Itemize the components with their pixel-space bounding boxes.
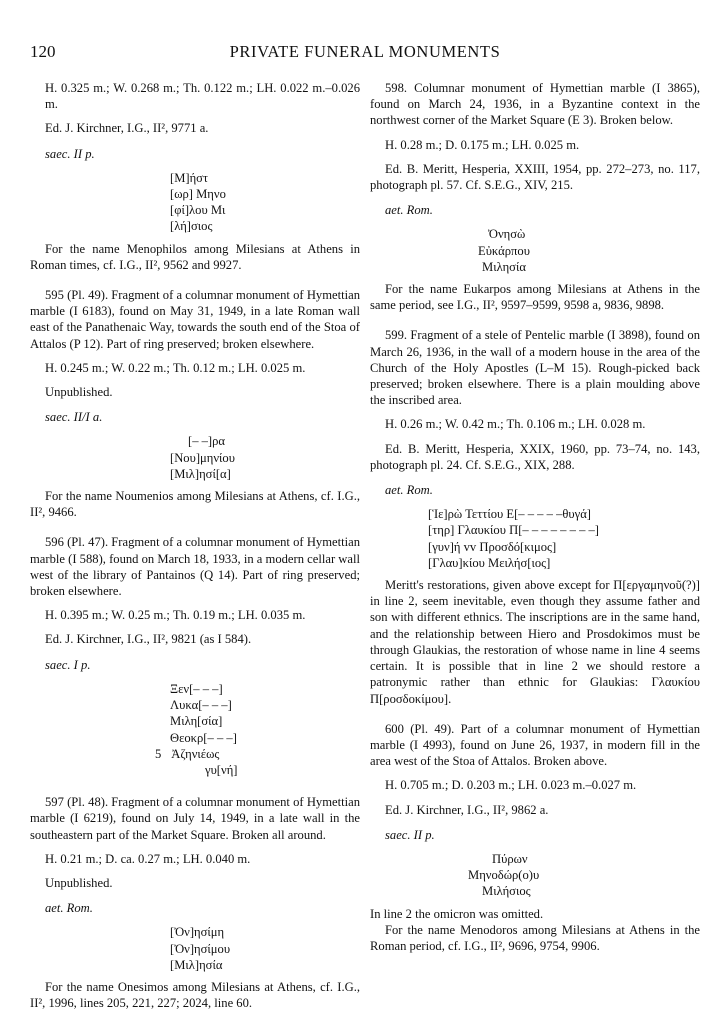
- entry-598-date: aet. Rom.: [385, 203, 433, 218]
- entry-598-commentary: For the name Eukarpos among Milesians at Athens in the same period, see I.G., II², 9597–9599, 9598 a, 9836, 9898.: [370, 282, 700, 313]
- inscription-line: [Μιλ]ησία: [170, 957, 223, 972]
- entry-596-description: 596 (Pl. 47). Fragment of a columnar monument of Hymettian marble (I 588), found on March 18, 1933, in a modern cellar wall west of the library of Pantainos (Q 14). Part of ring preserved; broken elsewhere.: [30, 535, 360, 599]
- entry-600-description: 600 (Pl. 49). Part of a columnar monument of Hymettian marble (I 4993), found on June 26, 1937, in modern fill in the area west of the Stoa of Attalos. Broken above.: [370, 721, 700, 769]
- inscription-line: Μιλήσιος: [482, 884, 531, 899]
- entry-599-commentary: Meritt's restorations, given above except for Π[εργαμηνοῦ(?)] in line 2, seem inevitable, even though they assume father and son with different ethnics. The inscriptions are in the same hand, and the relationship between Hiero and Prosdokimos must be through Glaukias, the restoration of whose name in line 4 seems certain. It is possible that in line 2 we should restore a patronymic rather than ethnic for Glaukias: Γλαυκίου Π[ροσδοκίμου].: [370, 578, 700, 706]
- inscription-line: γυ[νή]: [205, 762, 238, 777]
- entry-596-edition: Ed. J. Kirchner, I.G., II², 9821 (as I 584).: [45, 632, 252, 647]
- entry-597-description: 597 (Pl. 48). Fragment of a columnar monument of Hymettian marble (I 6219), found on July 14, 1949, in a late wall in the southeastern part of the Market Square. Broken all around.: [30, 795, 360, 842]
- entry-596-dimensions: H. 0.395 m.; W. 0.25 m.; Th. 0.19 m.; LH. 0.035 m.: [45, 608, 306, 623]
- entry-597-publication: Unpublished.: [45, 875, 113, 890]
- inscription-line: [Γλαυ]κίου Μειλήσ[ιος]: [428, 555, 551, 570]
- entry-597-commentary: For the name Onesimos among Milesians at Athens, cf. I.G., II², 1996, lines 205, 221, 227; 2024, line 60.: [30, 979, 360, 1011]
- entry-600-dimensions: H. 0.705 m.; D. 0.203 m.; LH. 0.023 m.–0.027 m.: [385, 778, 637, 793]
- entry-599-inscription: [370, 506, 700, 571]
- entry-595-commentary: For the name Noumenios among Milesians at Athens, cf. I.G., II², 9466.: [30, 489, 360, 520]
- inscription-line: [γυν]ή vv Προσδό[κιμος]: [428, 539, 557, 554]
- inscription-line: Λυκα[– – –]: [170, 698, 232, 713]
- inscription-line: [Νου]μηνίου: [170, 450, 235, 465]
- entry-600-date: saec. II p.: [385, 827, 435, 842]
- inscription-line: [Ὀν]ησίμου: [170, 941, 231, 956]
- entry-600-edition: Ed. J. Kirchner, I.G., II², 9862 a.: [385, 802, 549, 817]
- entry-597-dimensions: H. 0.21 m.; D. ca. 0.27 m.; LH. 0.040 m.: [45, 851, 251, 866]
- inscription-line: [ωρ] Μηνο: [170, 187, 226, 202]
- entry-598-edition: Ed. B. Meritt, Hesperia, XXIII, 1954, pp. 272–273, no. 117, photograph pl. 57. Cf. S.E.G., XIV, 215.: [370, 161, 700, 193]
- entry-594-edition: Ed. J. Kirchner, I.G., II², 9771 a.: [45, 121, 209, 136]
- entry-598-description: 598. Columnar monument of Hymettian marble (I 3865), found on March 24, 1936, in a Byzantine context in the northwest corner of the Market Square (E 3). Broken below.: [370, 81, 700, 128]
- entry-595-inscription: [30, 433, 360, 482]
- inscription-line: Θεοκρ[– – –]: [170, 730, 237, 745]
- page-number: 120: [30, 42, 56, 61]
- entry-599-dimensions: H. 0.26 m.; W. 0.42 m.; Th. 0.106 m.; LH. 0.028 m.: [385, 417, 646, 432]
- left-column: [30, 80, 360, 1011]
- entry-599-date: aet. Rom.: [385, 483, 433, 498]
- entry-595-publication: Unpublished.: [45, 385, 113, 400]
- entry-600-note: In line 2 the omicron was omitted.: [370, 906, 544, 921]
- entry-595-description: 595 (Pl. 49). Fragment of a columnar monument of Hymettian marble (I 6183), found on May 31, 1949, in a late Roman wall east of the Panathenaic Way, towards the south end of the Stoa of Attalos (P 12). Part of ring preserved; broken elsewhere.: [30, 288, 360, 351]
- entry-596-inscription: [30, 681, 360, 778]
- entry-594-dimensions: H. 0.325 m.; W. 0.268 m.; Th. 0.122 m.; LH. 0.022 m.–0.026 m.: [45, 81, 360, 112]
- running-title: PRIVATE FUNERAL MONUMENTS: [229, 42, 501, 61]
- entry-595-dimensions: H. 0.245 m.; W. 0.22 m.; Th. 0.12 m.; LH. 0.025 m.: [45, 360, 306, 375]
- inscription-line: Εὐκάρπου: [478, 243, 530, 258]
- inscription-line: Μηνοδώρ(ο)υ: [468, 868, 540, 883]
- inscription-line: [Μιλ]ησί[α]: [170, 466, 231, 481]
- inscription-line: Μιλησία: [482, 259, 526, 274]
- inscription-line: [Ὀν]ησίμη: [170, 925, 225, 940]
- entry-596-date: saec. I p.: [45, 657, 91, 672]
- line-number: 5: [155, 746, 162, 761]
- entry-594-inscription: [30, 170, 360, 235]
- entry-600-commentary: For the name Menodoros among Milesians at Athens in the Roman period, cf. I.G., II², 9696, 9754, 9906.: [370, 922, 700, 953]
- entry-598-inscription: [370, 226, 700, 275]
- inscription-line: [Ἱε]ρὼ Τεττίου Ε[– – – – –θυγά]: [428, 507, 591, 522]
- page-header: [30, 44, 700, 68]
- right-column: [370, 80, 700, 954]
- entry-598-dimensions: H. 0.28 m.; D. 0.175 m.; LH. 0.025 m.: [385, 137, 580, 152]
- inscription-line: 5 Ἀζηνιέως: [155, 746, 220, 761]
- inscription-line: Μιλη[σία]: [170, 714, 223, 729]
- inscription-line: Πύρων: [492, 851, 528, 866]
- inscription-line: [λή]σιος: [170, 219, 213, 234]
- entry-594-commentary: For the name Menophilos among Milesians at Athens in Roman times, cf. I.G., II², 9562 and 9927.: [30, 241, 360, 272]
- inscription-line: [φί]λου Μι: [170, 203, 226, 218]
- entry-597-inscription: [30, 924, 360, 973]
- inscription-line: [τηρ] Γλαυκίου Π[– – – – – – – –]: [428, 523, 599, 538]
- entry-599-description: 599. Fragment of a stele of Pentelic marble (I 3898), found on March 26, 1936, in the wall of a modern house in the area of the Church of the Holy Apostles (L–M 15). Rough-picked back preserved; broken elsewhere. There is a plain moulding above the inscribed area.: [370, 328, 700, 408]
- inscription-line: [– –]ρα: [188, 434, 226, 449]
- entry-600-inscription: [370, 851, 700, 900]
- inscription-line: Ξεν[– – –]: [170, 681, 223, 696]
- inscription-line: Ὀνησὼ: [488, 227, 526, 242]
- entry-595-date: saec. II/I a.: [45, 410, 103, 425]
- inscription-line: [Μ]ήστ: [170, 170, 209, 185]
- entry-597-date: aet. Rom.: [45, 901, 93, 916]
- entry-594-date: saec. II p.: [45, 146, 95, 161]
- entry-599-edition: Ed. B. Meritt, Hesperia, XXIX, 1960, pp. 73–74, no. 143, photograph pl. 24. Cf. S.E.G., XIX, 288.: [370, 441, 700, 472]
